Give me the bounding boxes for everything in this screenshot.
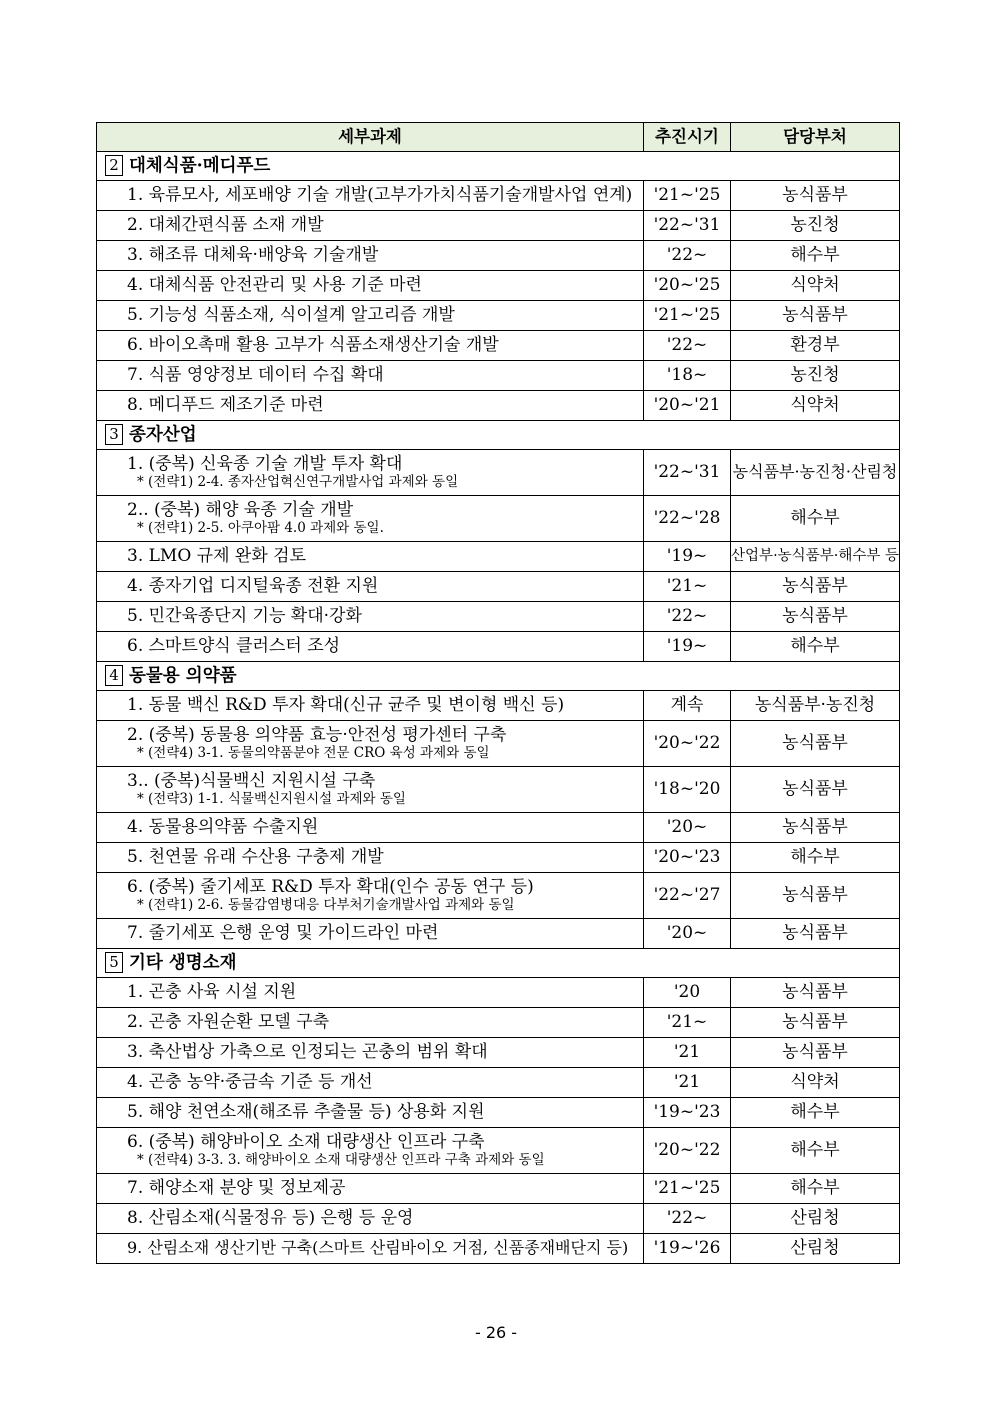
period-cell: '19~'26 (644, 1234, 731, 1264)
table-row (97, 919, 900, 949)
dept-cell: 산업부·농식품부·해수부 등 (731, 542, 900, 572)
page-number: - 26 - (474, 1323, 518, 1342)
dept-cell: 농식품부 (731, 301, 900, 331)
period-cell: '22~'28 (644, 496, 731, 542)
dept-cell: 농식품부 (731, 602, 900, 632)
period-cell: '21 (644, 1068, 731, 1098)
task-text: 3. 해조류 대체육·배양육 기술개발 (127, 244, 379, 265)
table-row (97, 978, 900, 1008)
task-text: 6. 바이오촉매 활용 고부가 식품소재생산기술 개발 (127, 334, 499, 355)
period-cell: '20~ (644, 919, 731, 949)
task-text: 6. (중복) 줄기세포 R&D 투자 확대(인수 공동 연구 등) (127, 877, 534, 898)
dept-cell: 농식품부 (731, 813, 900, 843)
task-cell (97, 361, 644, 391)
task-cell (97, 1068, 644, 1098)
task-cell (97, 211, 644, 241)
section-number-box: 2 (105, 155, 123, 176)
task-text: 6. 스마트양식 클러스터 조성 (127, 635, 341, 656)
period-cell: '18~'20 (644, 767, 731, 813)
table-row (97, 301, 900, 331)
period-cell: '20~'25 (644, 271, 731, 301)
task-text: 5. 민간육종단지 기능 확대·강화 (127, 605, 362, 626)
table-row (97, 331, 900, 361)
task-text: 5. 기능성 식품소재, 식이설계 알고리즘 개발 (127, 304, 455, 325)
period-cell: '21~'25 (644, 1174, 731, 1204)
task-note: * (전략4) 3-1. 동물의약품분야 전문 CRO 육성 과제와 동일 (137, 744, 490, 761)
task-text: 3. LMO 규제 완화 검토 (127, 545, 306, 566)
task-text: 9. 산림소재 생산기반 구축(스마트 산림바이오 거점, 신품종재배단지 등) (127, 1238, 629, 1258)
task-cell (97, 391, 644, 421)
task-cell (97, 1234, 644, 1264)
task-note: * (전략4) 3-3. 3. 해양바이오 소재 대량생산 인프라 구축 과제와 동일 (137, 1151, 545, 1168)
task-cell (97, 978, 644, 1008)
task-note: * (전략1) 2-4. 종자산업혁신연구개발사업 과제와 동일 (137, 473, 459, 490)
period-cell: '20~ (644, 813, 731, 843)
period-cell: '22~ (644, 241, 731, 271)
dept-cell: 식약처 (731, 391, 900, 421)
period-cell: '19~'23 (644, 1098, 731, 1128)
task-text: 6. (중복) 해양바이오 소재 대량생산 인프라 구축 (127, 1132, 485, 1153)
task-text: 8. 산림소재(식물정유 등) 은행 등 운영 (127, 1207, 414, 1228)
section-header-row (97, 421, 900, 450)
dept-cell: 농식품부·농진청·산림청 (731, 450, 900, 496)
dept-cell: 농식품부 (731, 873, 900, 919)
table-row (97, 1008, 900, 1038)
period-cell: '21~'25 (644, 181, 731, 211)
period-cell: '22~ (644, 602, 731, 632)
header-dept: 담당부처 (731, 123, 900, 152)
section-title: 동물용 의약품 (129, 666, 237, 687)
task-text: 3.. (중복)식물백신 지원시설 구축 (127, 771, 376, 792)
period-cell: '22~'31 (644, 450, 731, 496)
task-text: 2. 대체간편식품 소재 개발 (127, 214, 324, 235)
period-cell: '22~ (644, 1204, 731, 1234)
dept-cell: 해수부 (731, 1174, 900, 1204)
task-note: * (전략3) 1-1. 식물백신지원시설 과제와 동일 (137, 790, 406, 807)
task-cell (97, 301, 644, 331)
table-row (97, 542, 900, 572)
section-header-row (97, 662, 900, 691)
section-number-box: 4 (105, 665, 123, 686)
section-title: 종자산업 (129, 425, 197, 446)
section-title-cell (97, 949, 900, 978)
period-cell: '20 (644, 978, 731, 1008)
task-text: 8. 메디푸드 제조기준 마련 (127, 394, 324, 415)
task-text: 4. 대체식품 안전관리 및 사용 기준 마련 (127, 274, 422, 295)
period-cell: '20~'21 (644, 391, 731, 421)
task-text: 4. 동물용의약품 수출지원 (127, 816, 319, 837)
section-header-row (97, 152, 900, 181)
dept-cell: 해수부 (731, 843, 900, 873)
task-cell (97, 271, 644, 301)
period-cell: '21 (644, 1038, 731, 1068)
task-note: * (전략1) 2-5. 아쿠아팜 4.0 과제와 동일. (137, 519, 384, 536)
task-cell (97, 572, 644, 602)
dept-cell: 해수부 (731, 1098, 900, 1128)
dept-cell: 농식품부·농진청 (731, 691, 900, 721)
section-number-box: 5 (105, 952, 123, 973)
period-cell: '22~ (644, 331, 731, 361)
dept-cell: 농진청 (731, 211, 900, 241)
period-cell: 계속 (644, 691, 731, 721)
dept-cell: 농식품부 (731, 181, 900, 211)
period-cell: '21~'25 (644, 301, 731, 331)
table-row (97, 211, 900, 241)
dept-cell: 환경부 (731, 331, 900, 361)
table-row (97, 241, 900, 271)
table-row (97, 813, 900, 843)
task-cell (97, 1008, 644, 1038)
task-text: 2.. (중복) 해양 육종 기술 개발 (127, 500, 354, 521)
table-row (97, 1174, 900, 1204)
task-text: 1. 동물 백신 R&D 투자 확대(신규 균주 및 변이형 백신 등) (127, 694, 565, 715)
task-text: 7. 해양소재 분양 및 정보제공 (127, 1177, 346, 1198)
task-cell (97, 602, 644, 632)
dept-cell: 식약처 (731, 1068, 900, 1098)
period-cell: '21~ (644, 1008, 731, 1038)
dept-cell: 농식품부 (731, 1008, 900, 1038)
period-cell: '20~'22 (644, 1128, 731, 1174)
task-cell (97, 1174, 644, 1204)
task-cell (97, 873, 644, 919)
dept-cell: 농식품부 (731, 767, 900, 813)
header-period: 추진시기 (644, 123, 731, 152)
section-title-cell (97, 662, 900, 691)
task-cell (97, 632, 644, 662)
table-row (97, 1068, 900, 1098)
task-cell (97, 721, 644, 767)
table-row (97, 843, 900, 873)
task-text: 1. 육류모사, 세포배양 기술 개발(고부가가치식품기술개발사업 연계) (127, 184, 633, 205)
section-title-cell (97, 152, 900, 181)
dept-cell: 농진청 (731, 361, 900, 391)
task-cell (97, 496, 644, 542)
period-cell: '20~'22 (644, 721, 731, 767)
table-row (97, 271, 900, 301)
table-row (97, 602, 900, 632)
period-cell: '22~'27 (644, 873, 731, 919)
task-text: 1. 곤충 사육 시설 지원 (127, 981, 297, 1002)
task-cell (97, 1128, 644, 1174)
period-cell: '20~'23 (644, 843, 731, 873)
task-table (96, 122, 900, 1264)
table-row (97, 1234, 900, 1264)
task-cell (97, 813, 644, 843)
task-text: 7. 줄기세포 은행 운영 및 가이드라인 마련 (127, 922, 439, 943)
table-row (97, 1204, 900, 1234)
task-text: 1. (중복) 신육종 기술 개발 투자 확대 (127, 454, 403, 475)
table-row (97, 572, 900, 602)
dept-cell: 해수부 (731, 241, 900, 271)
period-cell: '21~ (644, 572, 731, 602)
section-number-box: 3 (105, 424, 123, 445)
dept-cell: 농식품부 (731, 919, 900, 949)
dept-cell: 농식품부 (731, 572, 900, 602)
task-text: 4. 곤충 농약·중금속 기준 등 개선 (127, 1071, 373, 1092)
section-header-row (97, 949, 900, 978)
table-row (97, 361, 900, 391)
table-row (97, 721, 900, 767)
table-row (97, 181, 900, 211)
section-title: 대체식품·메디푸드 (129, 156, 271, 177)
section-title-cell (97, 421, 900, 450)
table-row (97, 767, 900, 813)
dept-cell: 농식품부 (731, 721, 900, 767)
task-text: 4. 종자기업 디지털육종 전환 지원 (127, 575, 379, 596)
task-cell (97, 181, 644, 211)
dept-cell: 식약처 (731, 271, 900, 301)
task-text: 2. 곤충 자원순환 모델 구축 (127, 1011, 330, 1032)
dept-cell: 산림청 (731, 1234, 900, 1264)
header-task: 세부과제 (97, 123, 644, 152)
period-cell: '22~'31 (644, 211, 731, 241)
task-text: 3. 축산법상 가축으로 인정되는 곤충의 범위 확대 (127, 1041, 488, 1062)
table-row (97, 450, 900, 496)
period-cell: '19~ (644, 632, 731, 662)
table-row (97, 391, 900, 421)
task-cell (97, 241, 644, 271)
dept-cell: 해수부 (731, 496, 900, 542)
task-cell (97, 450, 644, 496)
task-text: 7. 식품 영양정보 데이터 수집 확대 (127, 364, 384, 385)
section-title: 기타 생명소재 (129, 953, 237, 974)
task-cell (97, 331, 644, 361)
table-row (97, 1038, 900, 1068)
table-row (97, 873, 900, 919)
task-cell (97, 1038, 644, 1068)
task-text: 5. 해양 천연소재(해조류 추출물 등) 상용화 지원 (127, 1101, 485, 1122)
task-cell (97, 542, 644, 572)
table-row (97, 1128, 900, 1174)
task-cell (97, 1098, 644, 1128)
task-note: * (전략1) 2-6. 동물감염병대응 다부처기술개발사업 과제와 동일 (137, 896, 515, 913)
task-cell (97, 843, 644, 873)
period-cell: '18~ (644, 361, 731, 391)
dept-cell: 농식품부 (731, 1038, 900, 1068)
dept-cell: 해수부 (731, 632, 900, 662)
task-text: 2. (중복) 동물용 의약품 효능·안전성 평가센터 구축 (127, 725, 507, 746)
period-cell: '19~ (644, 542, 731, 572)
task-cell (97, 1204, 644, 1234)
table-header-row (97, 123, 900, 152)
task-cell (97, 691, 644, 721)
dept-cell: 산림청 (731, 1204, 900, 1234)
task-cell (97, 767, 644, 813)
dept-cell: 해수부 (731, 1128, 900, 1174)
table-row (97, 691, 900, 721)
table-row (97, 496, 900, 542)
dept-cell: 농식품부 (731, 978, 900, 1008)
table-row (97, 1098, 900, 1128)
task-text: 5. 천연물 유래 수산용 구충제 개발 (127, 846, 384, 867)
task-cell (97, 919, 644, 949)
table-row (97, 632, 900, 662)
